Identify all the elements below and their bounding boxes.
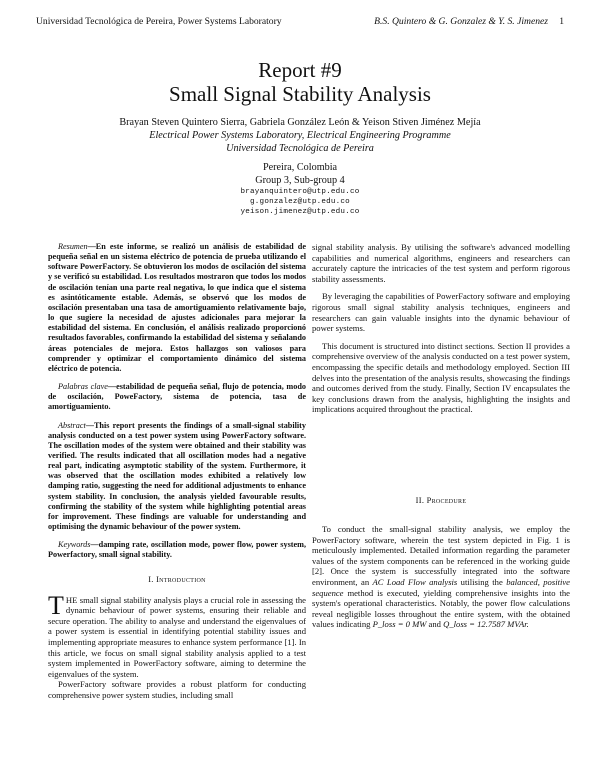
intro-paragraph-1 bbox=[48, 590, 306, 680]
abstract-paragraph bbox=[48, 421, 306, 533]
right-paragraph-1: signal stability analysis. By utilising the software's advanced modelling capabilities and numerical algorithms, engineers and researchers can accurately capture the intricacies of the test system and perform rigorous stability assessments. bbox=[312, 242, 570, 284]
abstract-label: Abstract bbox=[58, 420, 86, 430]
affiliation-city: Pereira, Colombia bbox=[262, 162, 338, 173]
right-paragraph-2: By leveraging the capabilities of PowerFactory software and employing rigorous small signal stability analysis techniques, engineers and researchers can gain valuable insights into the dynamic behaviour of power systems. bbox=[312, 291, 570, 334]
right-column bbox=[312, 242, 570, 637]
section-heading-procedure: II. Procedure bbox=[415, 495, 467, 505]
abstract-text: —This report presents the findings of a small-signal stability analysis conducted on a test power system using PowerFactory software. The oscillation modes of the system were obtained and their stability was verified. The results indicated that all oscillation modes had a negative real part, indicating asymptotic stability of the system. Furthermore, it was observed that the oscillation modes exhibited a relatively low damping ratio, suggesting the need for additional adjustments to enhance system stability. In conclusion, the analysis yielded favourable results, confirming the stability of the system while highlighting potential areas for improvement. These findings are valuable for understanding and optimising the dynamic behaviour of the power system. bbox=[48, 420, 306, 532]
resumen-text: —En este informe, se realizó un análisis de estabilidad de pequeña señal en un sistema eléctrico de potencia de prueba utilizando el software PowerFactory. Se obtuvieron los modos de oscilación del sistema y se verificó su estabilidad. Los resultados mostraron que todos los modos de oscilación tenían una parte real negativa, lo que indica que el sistema es asintóticamente estable. Además, se observó que los modos de oscilación presentaban una tasa de amortiguamiento relativamente bajo, lo que sugiere la necesidad de ajustes adicionales para mejorar la estabilidad del sistema. En conclusión, el análisis realizado proporcionó resultados favorables, confirmando la estabilidad del sistema y señalando áreas potenciales de mejora. Estos hallazgos son valiosos para comprender y optimizar el comportamiento dinámico del sistema eléctrico de potencia. bbox=[48, 242, 306, 373]
page-number: 1 bbox=[559, 16, 564, 27]
author-block bbox=[36, 116, 564, 217]
intro-paragraph-2: PowerFactory software provides a robust platform for conducting comprehensive power system studies, including small bbox=[48, 679, 306, 701]
email-link[interactable]: brayanquintero@utp.edu.co bbox=[240, 188, 360, 196]
left-column bbox=[48, 242, 306, 701]
procedure-paragraph-1 bbox=[312, 524, 570, 630]
running-header bbox=[36, 16, 564, 30]
report-title: Small Signal Stability Analysis bbox=[169, 82, 431, 106]
email-link[interactable]: yeison.jimenez@utp.edu.co bbox=[240, 208, 360, 216]
title-block bbox=[36, 58, 564, 107]
procedure-qloss-value: Q_loss = 12.7587 MVAr. bbox=[443, 619, 529, 630]
procedure-and: and bbox=[426, 619, 444, 630]
resumen-paragraph bbox=[48, 242, 306, 374]
resumen-label: Resumen bbox=[58, 242, 88, 251]
procedure-ac-load-flow: AC Load Flow analysis bbox=[372, 577, 458, 588]
keywords-paragraph bbox=[48, 540, 306, 560]
keywords-text: —damping rate, oscillation mode, power flow, power system, Powerfactory, small signal stability. bbox=[48, 540, 306, 560]
procedure-text-a: To conduct the small-signal stability analysis, we employ the PowerFactory software, wherein the test system depicted in Fig. 1 is meticulously implemented. Detailed information regarding the parameter values of the system components can be referenced in the working guide [2]. Once the system is successfully integrated into the software environment, an bbox=[312, 524, 570, 588]
report-number: Report #9 bbox=[258, 58, 342, 82]
keywords-label: Keywords bbox=[58, 540, 91, 550]
section-heading-introduction: I. Introduction bbox=[148, 574, 206, 584]
author-names: Brayan Steven Quintero Sierra, Gabriela González León & Yeison Stiven Jiménez Mejía bbox=[119, 117, 481, 128]
affiliation-university: Universidad Tecnológica de Pereira bbox=[226, 143, 374, 154]
palabras-clave-paragraph bbox=[48, 382, 306, 412]
palabras-clave-label: Palabras clave bbox=[58, 382, 108, 392]
intro-text-1: HE small signal stability analysis plays a crucial role in assessing the dynamic behaviour of power systems, ensuring their reliable and secure operation. The ability to analyse and understand the eigenvalues of a power system is essential in identifying potential stability issues and implementing appropriate measures to enhance system performance [1]. In this article, we focus on small signal stability analysis applied to a test system implemented in PowerFactory software, aiming to determine the eigenvalues of the system. bbox=[48, 594, 306, 679]
right-paragraph-3: This document is structured into distinct sections. Section II provides a comprehensive overview of the analysis conducted on a test power system, encompassing the specific details and methodology employed. Section III delves into the presentation of the analysis results, showcasing the findings and outcomes derived from the study. Finally, Section IV encapsulates the key conclusions drawn from the analysis, highlighting the insights and implications acquired throughout the practical. bbox=[312, 340, 571, 415]
header-authors: B.S. Quintero & G. Gonzalez & Y. S. Jimenez bbox=[374, 16, 548, 27]
procedure-ploss-value: P_loss = 0 MW bbox=[372, 619, 427, 630]
procedure-text-b: utilising the bbox=[457, 577, 507, 588]
procedure-text-c: method is executed, yielding comprehensive insights into the system's operational characteristics. Notably, the power flow calculations reveal negligible losses throughout the entire system, with the obtained values indicating bbox=[312, 587, 570, 630]
palabras-clave-text: —estabilidad de pequeña señal, flujo de potencia, modo de oscilación, PoweFactory, sistema de potencia, tasa de amortiguamiento. bbox=[48, 382, 306, 412]
email-link[interactable]: g.gonzalez@utp.edu.co bbox=[250, 198, 350, 206]
header-institution: Universidad Tecnológica de Pereira, Power Systems Laboratory bbox=[36, 16, 282, 27]
drop-cap: T bbox=[48, 590, 64, 620]
affiliation-lab: Electrical Power Systems Laboratory, Electrical Engineering Programme bbox=[149, 130, 451, 141]
affiliation-group: Group 3, Sub-group 4 bbox=[255, 175, 345, 186]
procedure-balanced-positive-sequence: balanced, positive sequence bbox=[312, 577, 570, 598]
